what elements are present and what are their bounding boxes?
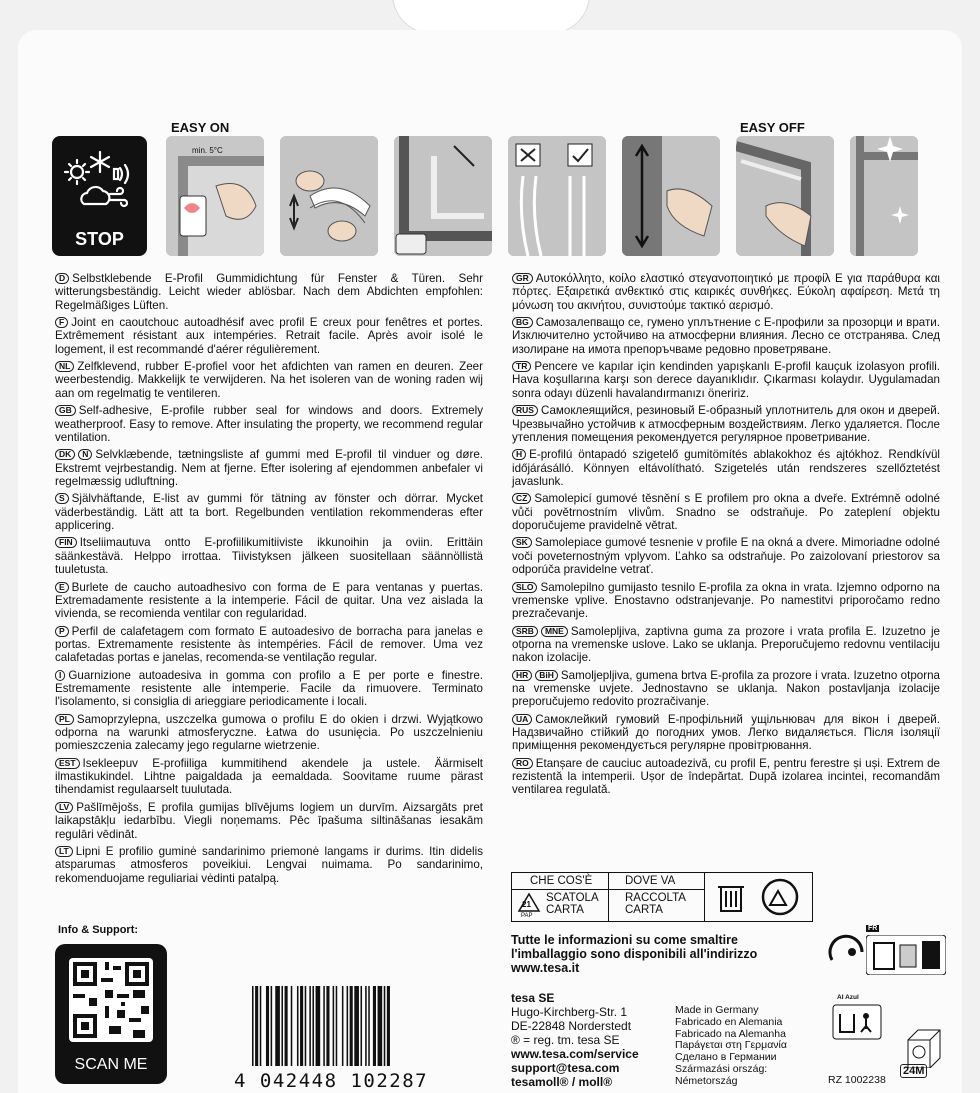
recycling-bin: RACCOLTA CARTA [625,892,686,916]
description-paragraph [512,272,940,312]
description-text: Isekleepuv E-profiiliga kummitihend akendele ja ustele. Äärmiselt ilmastikukindel. Lihtne paigaldada ja eemaldada. Soovitame ruume pärast tihendamist regulaarselt tuulutada. [55,756,483,797]
description-left-column [55,272,483,889]
barcode-bar [361,986,363,1066]
qr-matrix [69,958,153,1042]
description-paragraph [512,669,940,709]
barcode-bar [378,986,383,1066]
language-code-badge: DK [55,449,75,460]
weather-icons [52,136,147,226]
language-code-badge: TR [512,361,531,372]
recycling-what: CHE COS'È [530,875,593,887]
support-email[interactable]: support@tesa.com [511,1061,620,1075]
tidyman-recycle-icon [760,877,800,917]
language-code-badge: N [78,449,92,460]
description-text: Självhäftande, E-list av gummi för tätning av fönster och dörrar. Mycket väderbeständig. Lätt att ta bort. Regelbunden ventilation rekommenderas efter applicering. [55,492,483,532]
right-wrong-illustration [508,136,606,256]
language-code-badge: PL [55,714,74,725]
qr-code[interactable] [55,944,167,1084]
description-right-column [512,272,940,801]
description-text: Perfil de calafetagem com formato E autoadesivo de borracha para janelas e portas. Extremamente resistente às intempéries. Fácil de remover. Uma vez calafetadas portas e janelas, recomenda-se ventilação regular. [55,624,483,665]
barcode-bar [365,986,367,1066]
barcode-bar [255,986,258,1066]
instruction-temperature-clean [166,136,264,256]
language-code-badge: F [55,317,68,328]
pap-label: PAP [521,913,533,919]
language-code-badge: SRB [512,626,538,637]
barcode-bar [312,986,314,1066]
language-code-badge: D [55,273,69,284]
packaging-bin-icon [832,1004,882,1040]
language-code-badge: H [512,449,526,460]
clean-frame-illustration [850,136,918,256]
description-text: Αυτοκόλλητο, κοίλο ελαστικό στεγανοποιητικό με προφίλ Ε για παράθυρα και πόρτες. Εξαιρετικά ανθεκτικό στις καιρικές συνθήκες. Εύκολη αφαίρεση. Μετά τη μόνωση του ακινήτου, συνιστούμε τακτικό αερισμό. [512,272,940,312]
description-paragraph [512,316,940,356]
recycling-where: DOVE VA [625,875,676,887]
language-code-badge: FIN [55,537,77,548]
description-paragraph [55,713,483,753]
stop-cold-icon [52,136,147,256]
language-code-badge: E [55,582,69,593]
language-code-badge: BG [512,317,533,328]
ai-azul-badge: AI Azul [837,994,859,1001]
easy-on-label: EASY ON [171,120,230,135]
description-text: Pencere ve kapılar için kendinden yapışkanlı E-profil kauçuk izolasyon profili. Hava koşullarına karşı son derece dayanıklıdır. Çıkarması kolaydır. Uygulamadan sonra odayı düzenli havalandırmanızı öneririz. [512,360,940,400]
manufacturer-address [511,991,639,1089]
company-name: tesa SE [511,991,555,1005]
made-in-line: Származási ország: [675,1062,768,1075]
description-text: Samoljepljiva, gumena brtva E-profila za prozore i vrata. Izuzetno otporna na vremenske uvjete. Jednostavno se uklanja. Nakon postavljanja izolacije preporučujemo redovito prozračivanje. [512,668,940,709]
description-paragraph [512,625,940,665]
barcode-bar [305,986,307,1066]
description-text: Zelfklevend, rubber E-profiel voor het afdichten van ramen en deuren. Zeer weerbestendig. Makkelijk te verwijderen. Na het isoleren van de woning raden wij aan om regelmatig te ventileren. [55,360,483,400]
barcode-bar [271,986,273,1066]
instruction-right-wrong [508,136,606,256]
instruction-apply-corner [394,136,492,256]
made-in-line: Fabricado na Alemanha [675,1027,786,1040]
language-code-badge: RO [512,758,533,769]
description-paragraph [55,581,483,621]
language-code-badge: GB [55,405,76,416]
description-paragraph [55,536,483,576]
thermometer-label: min. 5°C [192,146,223,155]
description-paragraph [512,448,940,488]
barcode-bar [252,986,254,1066]
brand-names: tesamoll® / moll® [511,1075,613,1089]
description-paragraph [55,360,483,400]
city: DE-22848 Norderstedt [511,1019,632,1033]
description-text: Guarnizione autoadesiva in gomma con profilo a E per porte e finestre. Estremamente resistente alle intemperie. Facile da rimuovere. Terminato l'isolamento, si consiglia di arieggiare periodicamente i locali. [55,668,483,709]
language-code-badge: P [55,626,69,637]
description-text: Samoprzylepna, uszczelka gumowa o profilu E do okien i drzwi. Wyjątkowo odporna na warunki atmosferyczne. Łatwa do usunięcia. Po uszczelnieniu pomieszczenia zalecamy jego regularne wietrzenie. [55,712,483,753]
barcode-bar [281,986,283,1066]
description-paragraph [512,492,940,532]
language-code-badge: EST [55,758,80,769]
description-paragraph [55,404,483,444]
ean-barcode [252,986,438,1066]
scan-me-label: SCAN ME [74,1056,148,1073]
street: Hugo-Kirchberg-Str. 1 [511,1005,628,1019]
qr-pattern [69,958,153,1042]
shelf-life-badge: 24M [900,1064,927,1078]
language-code-badge: LV [55,802,73,813]
description-text: Lipni E profilio guminė sandarinimo priemonė langams ir durims. Itin didelis atsparumas atmosferos poveikiui. Lengvai nuimama. Po sandarinimo, rekomenduojame reguliariai vėdinti patalpą. [55,845,483,885]
language-code-badge: GR [512,273,533,284]
barcode-bar [384,986,386,1066]
barcode-bar [297,986,299,1066]
language-code-badge: NL [55,361,74,372]
instruction-remove [736,136,834,256]
language-code-badge: I [55,670,65,681]
description-paragraph [55,316,483,356]
apply-corner-illustration [394,136,492,256]
description-text: Selvklæbende, tætningsliste af gummi med E-profil til vinduer og døre. Ekstremt vejrbestandig. Nem at fjerne. Efter isolering af ejendommen anbefaler vi regelmæssig udluftning. [55,448,483,488]
description-text: Joint en caoutchouc autoadhésif avec profil E creux pour fenêtres et portes. Extrêmement résistant aux intempéries. Retrait facile. Après avoir isolé le logement, il est recommandé d'aérer régulièrement. [55,316,483,356]
description-text: Samolepiace gumové tesnenie v profile E na okná a dvere. Mimoriadne odolné voči poveternostným vplyvom. Ľahko sa odstraňuje. Po zaizolovaní priestorov sa odporúča pravidelne vetrať. [512,536,940,577]
barcode-bar [323,986,325,1066]
recycling-item: SCATOLA CARTA [546,892,598,916]
barcode-bar [368,986,370,1066]
barcode-bar [336,986,338,1066]
info-tri-icon [866,935,946,975]
made-in-line: Сделано в Германии [675,1051,777,1064]
remove-strip-illustration [736,136,834,256]
description-paragraph [55,272,483,312]
description-text: Samolepljiva, zaptivna guma za prozore i vrata profila E. Izuzetno je otporna na vremenske uslove. Lako se uklanja. Preporučujemo redovnu ventilaciju nakon izolacije. [512,624,940,665]
made-in-line: Made in Germany [675,1004,759,1016]
stop-label: STOP [75,229,124,249]
recycling-table [511,872,813,922]
barcode-bar [300,986,303,1066]
barcode-bar [326,986,329,1066]
info-support-label: Info & Support: [58,924,139,936]
made-in-line: Парáγεται στη Γερμανία [675,1039,787,1052]
description-paragraph [55,801,483,841]
description-text: Samolepilno gumijasto tesnilo E-profila za okna in vrata. Izjemno odporno na vremenske vplive. Enostavno odstranjevanje. Po namestitvi priporočamo redno prezračevanje. [512,580,940,621]
peel-strip-illustration [280,136,378,256]
made-in-line: Fabricado en Alemania [675,1015,783,1028]
description-text: Etanșare de cauciuc autoadezivă, cu profil E, pentru ferestre și uși. Extrem de rezistentă la intemperii. Ușor de îndepărtat. După izolarea incintei, recomandăm ventilarea regulată. [512,756,940,797]
barcode-bar [333,986,335,1066]
description-text: Burlete de caucho autoadhesivo con forma de E para ventanas y puertas. Extremadamente resistente a la intemperie. Fácil de quitar. Una vez aislada la vivienda, se recomienda ventilar con regularidad. [55,580,483,621]
description-paragraph [55,448,483,488]
barcode-bar [291,986,293,1066]
description-text: E-profilú öntapadó szigetelő gumitömítés ablakokhoz és ajtókhoz. Rendkívül időjárásálló. Könnyen eltávolítható. Szigetelés után rendszeres szellőztetést javaslunk. [512,448,940,488]
barcode-bar [387,986,390,1066]
easy-off-label: EASY OFF [740,120,805,135]
language-code-badge: S [55,493,69,504]
hang-hole [392,0,590,34]
description-text: Itseliimautuva ontto E-profiilikumitiiviste ikkunoihin ja oviin. Erittäin säänkestävä. Helppo irrottaa. Tiivistyksen jälkeen suositellaan säännöllistä tuuletusta. [55,536,483,577]
description-paragraph [55,669,483,709]
disposal-info: Tutte le informazioni su come smaltire l'imballaggio sono disponibili all'indirizzo www.tesa.it [511,933,758,975]
service-link[interactable]: www.tesa.com/service [511,1047,639,1061]
description-paragraph [512,757,940,797]
pap-code: 21 [522,900,531,909]
description-text: Samolepicí gumové těsnění s E profilem pro okna a dveře. Extrémně odolné vůči povětrnostním vlivům. Snadno se odstraňuje. Po zateplení objektu doporučujeme pravidelně větrat. [512,492,940,532]
barcode-bar [266,986,269,1066]
description-text: Самоклейкий гумовий Е-профільний ущільнювач для вікон і дверей. Надзвичайно стійкий до погодних умов. Легко видаляється. Після ізоляції приміщення рекомендується регулярне провітрювання. [512,712,940,753]
instruction-peel [280,136,378,256]
barcode-bar [316,986,321,1066]
barcode-bar [309,986,311,1066]
barcode-number: 4 042448 102287 [234,1070,429,1092]
barcode-bar [347,986,349,1066]
description-paragraph [512,536,940,576]
fr-badge: FR [868,925,878,932]
language-code-badge: CZ [512,493,531,504]
description-paragraph [512,360,940,400]
description-text: Self-adhesive, E-profile rubber seal for windows and doors. Extremely weatherproof. Easy to remove. After insulating the property, we recommend regular ventilation. [55,404,483,444]
description-text: Pašlīmējošs, E profila gumijas blīvējums logiem un durvīm. Aizsargāts pret laikapstākļu iedarbību. Viegli noņemams. Pēc īpašuma siltināšanas iesakām regulāri vēdināt. [55,800,483,841]
barcode-bar [275,986,280,1066]
reference-number: RZ 1002238 [828,1074,886,1086]
made-in-line: Németország [675,1074,738,1087]
instruction-press [622,136,720,256]
barcode-bar [260,986,262,1066]
language-code-badge: SK [512,537,532,548]
instruction-clean-result [850,136,918,256]
barcode-bar [342,986,344,1066]
barcode-bar [373,986,376,1066]
language-code-badge: HR [512,670,532,681]
description-text: Самозалепващо се, гумено уплътнение с Е-профили за прозорци и врати. Изключително устойчиво на атмосферни влияния. Лесно се отстранява. След изолиране на имота препоръчваме редовно проветряване. [512,316,940,356]
description-paragraph [512,713,940,753]
description-paragraph [512,581,940,621]
bin-icon [715,879,747,915]
shelf-life-jar-icon [902,1028,946,1068]
trademark-note: ® = reg. tm. tesa SE [511,1033,620,1047]
language-code-badge: MNE [541,626,568,637]
barcode-bar [350,986,353,1066]
language-code-badge: SLO [512,582,537,593]
barcode-bar [354,986,359,1066]
description-paragraph [55,625,483,665]
description-paragraph [55,757,483,797]
description-paragraph [55,492,483,532]
description-text: Selbstklebende E-Profil Gummidichtung für Fenster & Türen. Sehr witterungsbeständig. Leicht wieder ablösbar. Nach dem Abdichten empfohlen: Regelmäßiges Lüften. [55,272,483,312]
made-in-list [675,1005,787,1088]
description-text: Самоклеящийся, резиновый Е-образный уплотнитель для окон и дверей. Чрезвычайно устойчив к атмосферным воздействиям. Легко удаляется. После утепления помещения рекомендуется регулярное проветривание. [512,404,940,444]
language-code-badge: RUS [512,405,538,416]
language-code-badge: BiH [535,670,558,681]
description-paragraph [512,404,940,444]
language-code-badge: LT [55,846,73,857]
triman-icon [826,930,870,974]
description-paragraph [55,845,483,885]
language-code-badge: UA [512,714,532,725]
barcode-bar [285,986,288,1066]
press-strip-illustration [622,136,720,256]
